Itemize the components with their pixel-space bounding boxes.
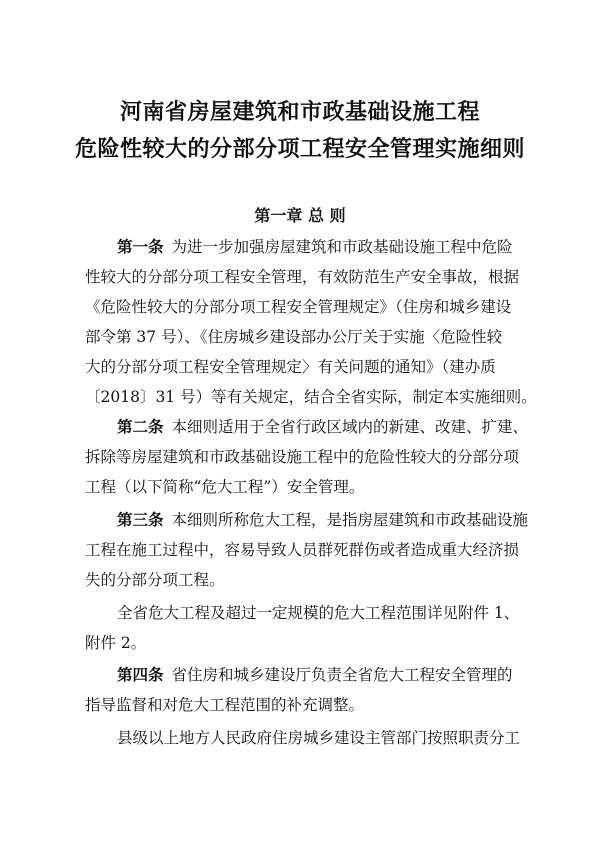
chapter-heading: 第一章 总 则 <box>254 206 346 225</box>
document-title-line-2: 危险性较大的分部分项工程安全管理实施细则 <box>74 137 525 162</box>
article-2-label: 第二条 <box>117 418 164 436</box>
article-3-line-1: 第三条 本细则所称危大工程，是指房屋建筑和市政基础设施 <box>117 511 529 529</box>
article-4-para-2-line-1: 县级以上地方人民政府住房城乡建设主管部门按照职责分工 <box>117 729 521 747</box>
article-4-label: 第四条 <box>117 666 164 684</box>
article-1-line-3: 《危险性较大的分部分项工程安全管理规定》（住房和城乡建设 <box>85 298 512 316</box>
article-1-line-6: 〔2018〕31 号）等有关规定，结合全省实际，制定本实施细则。 <box>85 388 537 406</box>
article-3-label: 第三条 <box>117 511 164 529</box>
article-1-label: 第一条 <box>117 238 164 256</box>
article-4-line-2: 指导监督和对危大工程范围的补充调整。 <box>85 696 365 714</box>
document-title-line-1: 河南省房屋建筑和市政基础设施工程 <box>119 100 480 125</box>
article-3-line-3: 失的分部分项工程。 <box>85 571 225 589</box>
article-2-line-1: 第二条 本细则适用于全省行政区域内的新建、改建、扩建、 <box>117 418 529 436</box>
article-1-line-1: 第一条 为进一步加强房屋建筑和市政基础设施工程中危险 <box>117 238 513 256</box>
article-3-line-2: 工程在施工过程中，容易导致人员群死群伤或者造成重大经济损 <box>85 541 520 559</box>
article-2-line-3: 工程（以下简称“危大工程”）安全管理。 <box>85 478 365 496</box>
article-3-para-2-line-1: 全省危大工程及超过一定规模的危大工程范围详见附件 1、 <box>117 604 520 622</box>
article-1-line-2: 性较大的分部分项工程安全管理，有效防范生产安全事故，根据 <box>85 268 520 286</box>
article-4-line-1: 第四条 省住房和城乡建设厅负责全省危大工程安全管理的 <box>117 666 513 684</box>
article-2-line-2: 拆除等房屋建筑和市政基础设施工程中的危险性较大的分部分项 <box>85 448 520 466</box>
article-1-line-4: 部令第 37 号）、《住房城乡建设部办公厅关于实施〈危险性较 <box>85 328 503 346</box>
article-1-line-5: 大的分部分项工程安全管理规定〉有关问题的通知》（建办质 <box>85 358 496 376</box>
article-3-para-2-line-2: 附件 2。 <box>85 634 147 652</box>
